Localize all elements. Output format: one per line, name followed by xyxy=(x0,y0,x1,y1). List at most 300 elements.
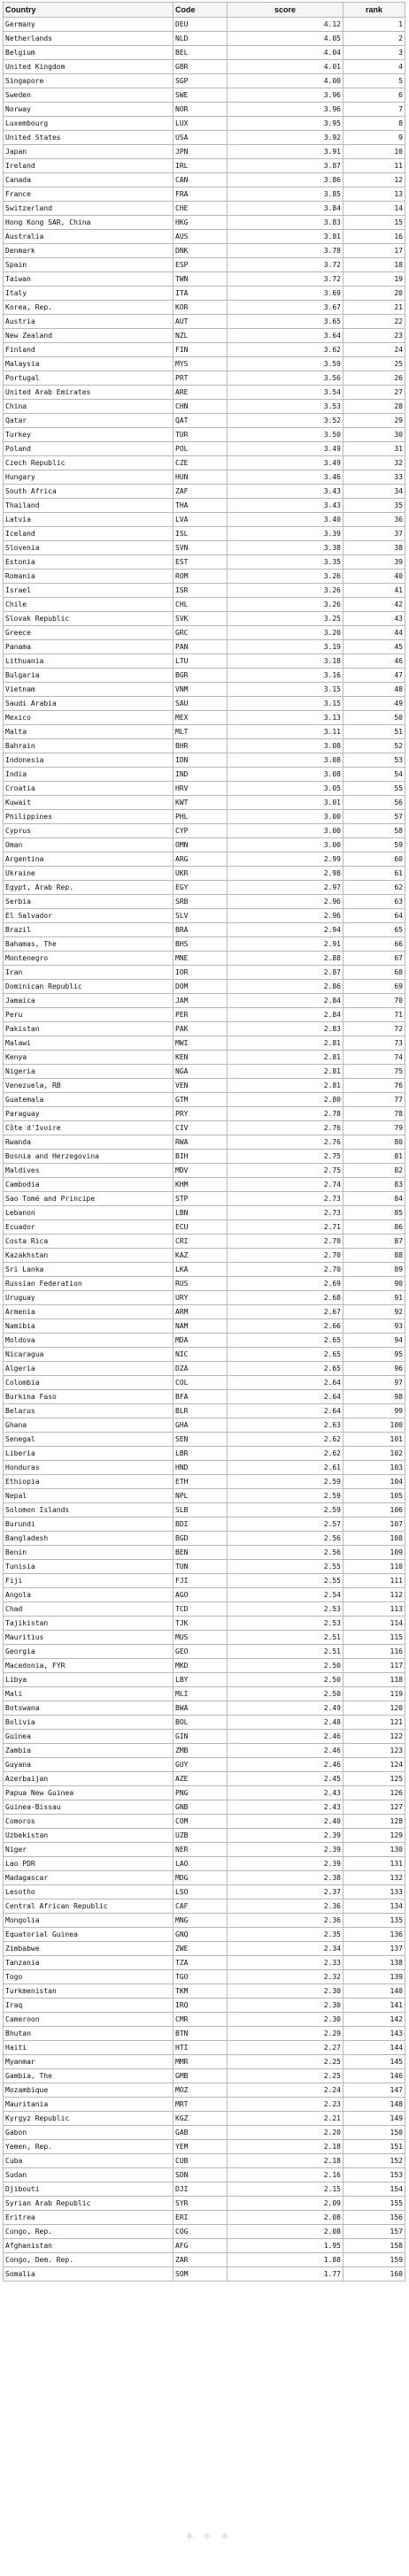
cell-code[interactable]: DZA xyxy=(174,1362,228,1375)
cell-country[interactable]: Nepal xyxy=(3,1489,174,1502)
cell-code[interactable]: THA xyxy=(174,499,228,512)
cell-score[interactable]: 2.81 xyxy=(228,1036,343,1050)
cell-rank[interactable]: 44 xyxy=(343,626,405,639)
cell-code[interactable]: MNG xyxy=(174,1914,228,1927)
cell-country[interactable]: Uruguay xyxy=(3,1291,174,1304)
cell-rank[interactable]: 33 xyxy=(343,470,405,484)
cell-code[interactable]: MUS xyxy=(174,1631,228,1644)
cell-rank[interactable]: 136 xyxy=(343,1928,405,1941)
cell-code[interactable]: SDN xyxy=(174,2168,228,2182)
cell-rank[interactable]: 59 xyxy=(343,838,405,852)
cell-code[interactable]: GIN xyxy=(174,1730,228,1743)
cell-code[interactable]: ISR xyxy=(174,584,228,597)
cell-country[interactable]: Rwanda xyxy=(3,1135,174,1149)
cell-code[interactable]: COM xyxy=(174,1815,228,1828)
cell-rank[interactable]: 129 xyxy=(343,1829,405,1842)
cell-score[interactable]: 3.08 xyxy=(228,768,343,781)
cell-rank[interactable]: 29 xyxy=(343,414,405,427)
cell-code[interactable]: HND xyxy=(174,1461,228,1474)
cell-rank[interactable]: 127 xyxy=(343,1800,405,1814)
cell-country[interactable]: Germany xyxy=(3,18,174,31)
cell-score[interactable]: 3.01 xyxy=(228,796,343,809)
cell-score[interactable]: 4.05 xyxy=(228,32,343,45)
cell-country[interactable]: Slovak Republic xyxy=(3,612,174,625)
cell-score[interactable]: 2.65 xyxy=(228,1348,343,1361)
cell-code[interactable]: OMN xyxy=(174,838,228,852)
cell-rank[interactable]: 64 xyxy=(343,909,405,922)
cell-score[interactable]: 2.56 xyxy=(228,1546,343,1559)
cell-score[interactable]: 2.55 xyxy=(228,1574,343,1587)
cell-rank[interactable]: 93 xyxy=(343,1319,405,1333)
cell-score[interactable]: 2.35 xyxy=(228,1928,343,1941)
cell-rank[interactable]: 52 xyxy=(343,739,405,753)
cell-score[interactable]: 2.38 xyxy=(228,1871,343,1884)
cell-score[interactable]: 3.86 xyxy=(228,173,343,187)
cell-code[interactable]: TCD xyxy=(174,1602,228,1616)
cell-score[interactable]: 3.87 xyxy=(228,159,343,172)
cell-score[interactable]: 2.51 xyxy=(228,1645,343,1658)
cell-rank[interactable]: 20 xyxy=(343,287,405,300)
cell-country[interactable]: Bosnia and Herzegovina xyxy=(3,1150,174,1163)
cell-country[interactable]: Canada xyxy=(3,173,174,187)
cell-rank[interactable]: 92 xyxy=(343,1305,405,1319)
cell-rank[interactable]: 82 xyxy=(343,1164,405,1177)
cell-score[interactable]: 3.35 xyxy=(228,555,343,569)
cell-code[interactable]: AZE xyxy=(174,1772,228,1785)
cell-code[interactable]: CAF xyxy=(174,1900,228,1913)
cell-code[interactable]: BLR xyxy=(174,1404,228,1418)
cell-score[interactable]: 2.25 xyxy=(228,2055,343,2068)
cell-score[interactable]: 2.62 xyxy=(228,1447,343,1460)
cell-score[interactable]: 2.23 xyxy=(228,2098,343,2111)
cell-rank[interactable]: 97 xyxy=(343,1376,405,1389)
cell-country[interactable]: Argentina xyxy=(3,852,174,866)
cell-code[interactable]: HKG xyxy=(174,216,228,229)
cell-country[interactable]: Austria xyxy=(3,315,174,328)
cell-score[interactable]: 2.73 xyxy=(228,1206,343,1219)
cell-rank[interactable]: 116 xyxy=(343,1645,405,1658)
cell-code[interactable]: SGP xyxy=(174,74,228,88)
cell-code[interactable]: MDV xyxy=(174,1164,228,1177)
cell-code[interactable]: SOM xyxy=(174,2267,228,2281)
cell-country[interactable]: Hungary xyxy=(3,470,174,484)
cell-country[interactable]: Hong Kong SAR, China xyxy=(3,216,174,229)
cell-score[interactable]: 2.55 xyxy=(228,1560,343,1573)
cell-rank[interactable]: 27 xyxy=(343,386,405,399)
cell-score[interactable]: 2.64 xyxy=(228,1390,343,1403)
cell-country[interactable]: China xyxy=(3,400,174,413)
cell-code[interactable]: EST xyxy=(174,555,228,569)
cell-score[interactable]: 2.08 xyxy=(228,2225,343,2238)
cell-rank[interactable]: 11 xyxy=(343,159,405,172)
cell-rank[interactable]: 121 xyxy=(343,1716,405,1729)
cell-rank[interactable]: 4 xyxy=(343,60,405,73)
cell-country[interactable]: United States xyxy=(3,131,174,144)
cell-code[interactable]: JAM xyxy=(174,994,228,1007)
cell-score[interactable]: 3.96 xyxy=(228,88,343,102)
cell-score[interactable]: 3.62 xyxy=(228,343,343,356)
cell-country[interactable]: Saudi Arabia xyxy=(3,697,174,710)
cell-code[interactable]: STP xyxy=(174,1192,228,1205)
cell-code[interactable]: NPL xyxy=(174,1489,228,1502)
cell-country[interactable]: Benin xyxy=(3,1546,174,1559)
cell-score[interactable]: 3.38 xyxy=(228,541,343,554)
cell-code[interactable]: AUT xyxy=(174,315,228,328)
cell-score[interactable]: 3.69 xyxy=(228,287,343,300)
cell-country[interactable]: Haiti xyxy=(3,2041,174,2054)
cell-score[interactable]: 2.30 xyxy=(228,1999,343,2012)
cell-country[interactable]: Latvia xyxy=(3,513,174,526)
cell-rank[interactable]: 128 xyxy=(343,1815,405,1828)
cell-country[interactable]: Somalia xyxy=(3,2267,174,2281)
cell-score[interactable]: 1.88 xyxy=(228,2253,343,2266)
cell-score[interactable]: 3.72 xyxy=(228,258,343,271)
cell-rank[interactable]: 55 xyxy=(343,782,405,795)
cell-score[interactable]: 3.54 xyxy=(228,386,343,399)
cell-country[interactable]: Lesotho xyxy=(3,1885,174,1899)
cell-code[interactable]: DEU xyxy=(174,18,228,31)
cell-code[interactable]: PHL xyxy=(174,810,228,823)
cell-score[interactable]: 3.84 xyxy=(228,202,343,215)
cell-code[interactable]: TWN xyxy=(174,272,228,286)
cell-score[interactable]: 2.56 xyxy=(228,1532,343,1545)
cell-rank[interactable]: 54 xyxy=(343,768,405,781)
cell-code[interactable]: MWI xyxy=(174,1036,228,1050)
cell-code[interactable]: ZAR xyxy=(174,2253,228,2266)
cell-country[interactable]: Tanzania xyxy=(3,1956,174,1969)
cell-country[interactable]: Serbia xyxy=(3,895,174,908)
cell-country[interactable]: Togo xyxy=(3,1970,174,1984)
cell-code[interactable]: ETH xyxy=(174,1475,228,1488)
cell-country[interactable]: India xyxy=(3,768,174,781)
cell-score[interactable]: 3.00 xyxy=(228,824,343,837)
cell-rank[interactable]: 90 xyxy=(343,1277,405,1290)
cell-score[interactable]: 2.73 xyxy=(228,1192,343,1205)
cell-code[interactable]: ZAF xyxy=(174,485,228,498)
cell-code[interactable]: YEM xyxy=(174,2140,228,2153)
cell-code[interactable]: LTU xyxy=(174,654,228,668)
cell-country[interactable]: Ireland xyxy=(3,159,174,172)
cell-rank[interactable]: 110 xyxy=(343,1560,405,1573)
cell-country[interactable]: Djibouti xyxy=(3,2182,174,2196)
cell-code[interactable]: CHL xyxy=(174,598,228,611)
cell-rank[interactable]: 81 xyxy=(343,1150,405,1163)
cell-code[interactable]: BDI xyxy=(174,1517,228,1531)
cell-rank[interactable]: 126 xyxy=(343,1786,405,1800)
cell-rank[interactable]: 74 xyxy=(343,1051,405,1064)
cell-score[interactable]: 2.59 xyxy=(228,1503,343,1517)
cell-rank[interactable]: 160 xyxy=(343,2267,405,2281)
cell-score[interactable]: 3.81 xyxy=(228,230,343,243)
cell-country[interactable]: Burkina Faso xyxy=(3,1390,174,1403)
cell-score[interactable]: 2.65 xyxy=(228,1362,343,1375)
cell-rank[interactable]: 100 xyxy=(343,1418,405,1432)
cell-code[interactable]: LUX xyxy=(174,117,228,130)
cell-country[interactable]: Australia xyxy=(3,230,174,243)
cell-country[interactable]: Qatar xyxy=(3,414,174,427)
cell-score[interactable]: 3.46 xyxy=(228,470,343,484)
cell-code[interactable]: GUY xyxy=(174,1758,228,1771)
cell-rank[interactable]: 145 xyxy=(343,2055,405,2068)
cell-code[interactable]: BTN xyxy=(174,2027,228,2040)
cell-country[interactable]: Thailand xyxy=(3,499,174,512)
cell-score[interactable]: 2.48 xyxy=(228,1716,343,1729)
cell-rank[interactable]: 37 xyxy=(343,527,405,540)
cell-rank[interactable]: 88 xyxy=(343,1249,405,1262)
cell-code[interactable]: TUR xyxy=(174,428,228,441)
cell-score[interactable]: 3.56 xyxy=(228,371,343,385)
cell-code[interactable]: TUN xyxy=(174,1560,228,1573)
cell-country[interactable]: Maldives xyxy=(3,1164,174,1177)
cell-code[interactable]: DJI xyxy=(174,2182,228,2196)
cell-rank[interactable]: 42 xyxy=(343,598,405,611)
cell-country[interactable]: Jamaica xyxy=(3,994,174,1007)
cell-rank[interactable]: 16 xyxy=(343,230,405,243)
cell-rank[interactable]: 79 xyxy=(343,1121,405,1135)
cell-score[interactable]: 2.84 xyxy=(228,1008,343,1021)
cell-rank[interactable]: 32 xyxy=(343,456,405,470)
cell-rank[interactable]: 24 xyxy=(343,343,405,356)
cell-rank[interactable]: 124 xyxy=(343,1758,405,1771)
cell-code[interactable]: TJK xyxy=(174,1617,228,1630)
cell-rank[interactable]: 105 xyxy=(343,1489,405,1502)
cell-rank[interactable]: 66 xyxy=(343,937,405,951)
cell-code[interactable]: TZA xyxy=(174,1956,228,1969)
cell-country[interactable]: Iraq xyxy=(3,1999,174,2012)
cell-rank[interactable]: 7 xyxy=(343,103,405,116)
cell-score[interactable]: 2.67 xyxy=(228,1305,343,1319)
cell-country[interactable]: Netherlands xyxy=(3,32,174,45)
cell-country[interactable]: Indonesia xyxy=(3,753,174,767)
cell-rank[interactable]: 23 xyxy=(343,329,405,342)
cell-country[interactable]: Belgium xyxy=(3,46,174,59)
cell-rank[interactable]: 86 xyxy=(343,1220,405,1234)
cell-country[interactable]: Colombia xyxy=(3,1376,174,1389)
cell-country[interactable]: Papua New Guinea xyxy=(3,1786,174,1800)
cell-country[interactable]: Congo, Rep. xyxy=(3,2225,174,2238)
cell-rank[interactable]: 94 xyxy=(343,1334,405,1347)
cell-score[interactable]: 3.49 xyxy=(228,442,343,455)
cell-country[interactable]: El Salvador xyxy=(3,909,174,922)
cell-rank[interactable]: 76 xyxy=(343,1079,405,1092)
cell-score[interactable]: 2.83 xyxy=(228,1022,343,1036)
cell-score[interactable]: 3.96 xyxy=(228,103,343,116)
cell-code[interactable]: GTM xyxy=(174,1093,228,1106)
cell-rank[interactable]: 141 xyxy=(343,1999,405,2012)
cell-code[interactable]: GEO xyxy=(174,1645,228,1658)
cell-score[interactable]: 2.87 xyxy=(228,966,343,979)
cell-score[interactable]: 1.95 xyxy=(228,2239,343,2252)
cell-code[interactable]: BHS xyxy=(174,937,228,951)
cell-country[interactable]: Chad xyxy=(3,1602,174,1616)
cell-rank[interactable]: 91 xyxy=(343,1291,405,1304)
cell-rank[interactable]: 31 xyxy=(343,442,405,455)
cell-score[interactable]: 2.15 xyxy=(228,2182,343,2196)
cell-score[interactable]: 3.08 xyxy=(228,739,343,753)
cell-country[interactable]: Armenia xyxy=(3,1305,174,1319)
cell-country[interactable]: Lebanon xyxy=(3,1206,174,1219)
cell-country[interactable]: Egypt, Arab Rep. xyxy=(3,881,174,894)
cell-code[interactable]: FJI xyxy=(174,1574,228,1587)
cell-country[interactable]: Czech Republic xyxy=(3,456,174,470)
cell-score[interactable]: 3.26 xyxy=(228,584,343,597)
cell-code[interactable]: JPN xyxy=(174,145,228,158)
cell-score[interactable]: 2.75 xyxy=(228,1164,343,1177)
cell-score[interactable]: 2.50 xyxy=(228,1687,343,1701)
cell-country[interactable]: Equatorial Guinea xyxy=(3,1928,174,1941)
cell-country[interactable]: Kenya xyxy=(3,1051,174,1064)
cell-score[interactable]: 3.18 xyxy=(228,654,343,668)
cell-rank[interactable]: 101 xyxy=(343,1433,405,1446)
cell-country[interactable]: Guinea xyxy=(3,1730,174,1743)
cell-score[interactable]: 2.36 xyxy=(228,1900,343,1913)
cell-rank[interactable]: 10 xyxy=(343,145,405,158)
cell-country[interactable]: Pakistan xyxy=(3,1022,174,1036)
cell-score[interactable]: 2.61 xyxy=(228,1461,343,1474)
cell-rank[interactable]: 135 xyxy=(343,1914,405,1927)
cell-rank[interactable]: 125 xyxy=(343,1772,405,1785)
cell-score[interactable]: 2.94 xyxy=(228,923,343,936)
cell-rank[interactable]: 60 xyxy=(343,852,405,866)
cell-code[interactable]: MKD xyxy=(174,1659,228,1672)
cell-code[interactable]: CZE xyxy=(174,456,228,470)
cell-code[interactable]: BWA xyxy=(174,1701,228,1715)
cell-code[interactable]: ROM xyxy=(174,569,228,583)
cell-country[interactable]: Spain xyxy=(3,258,174,271)
cell-rank[interactable]: 146 xyxy=(343,2069,405,2083)
cell-score[interactable]: 3.49 xyxy=(228,456,343,470)
cell-code[interactable]: NOR xyxy=(174,103,228,116)
cell-rank[interactable]: 85 xyxy=(343,1206,405,1219)
cell-score[interactable]: 2.30 xyxy=(228,2013,343,2026)
cell-score[interactable]: 3.25 xyxy=(228,612,343,625)
cell-score[interactable]: 2.59 xyxy=(228,1475,343,1488)
cell-score[interactable]: 2.46 xyxy=(228,1744,343,1757)
cell-rank[interactable]: 155 xyxy=(343,2197,405,2210)
cell-rank[interactable]: 17 xyxy=(343,244,405,257)
cell-rank[interactable]: 108 xyxy=(343,1532,405,1545)
cell-code[interactable]: AFG xyxy=(174,2239,228,2252)
cell-score[interactable]: 2.53 xyxy=(228,1617,343,1630)
cell-score[interactable]: 2.18 xyxy=(228,2154,343,2167)
cell-rank[interactable]: 114 xyxy=(343,1617,405,1630)
cell-rank[interactable]: 123 xyxy=(343,1744,405,1757)
cell-country[interactable]: Chile xyxy=(3,598,174,611)
cell-country[interactable]: Georgia xyxy=(3,1645,174,1658)
cell-rank[interactable]: 41 xyxy=(343,584,405,597)
cell-rank[interactable]: 130 xyxy=(343,1843,405,1856)
cell-code[interactable]: GBR xyxy=(174,60,228,73)
cell-country[interactable]: Romania xyxy=(3,569,174,583)
cell-code[interactable]: LVA xyxy=(174,513,228,526)
cell-country[interactable]: Peru xyxy=(3,1008,174,1021)
cell-code[interactable]: KOR xyxy=(174,301,228,314)
cell-code[interactable]: KEN xyxy=(174,1051,228,1064)
cell-country[interactable]: Venezuela, RB xyxy=(3,1079,174,1092)
cell-rank[interactable]: 119 xyxy=(343,1687,405,1701)
cell-country[interactable]: Finland xyxy=(3,343,174,356)
cell-score[interactable]: 2.34 xyxy=(228,1942,343,1955)
cell-score[interactable]: 3.43 xyxy=(228,485,343,498)
cell-code[interactable]: PRY xyxy=(174,1107,228,1120)
cell-code[interactable]: SLV xyxy=(174,909,228,922)
cell-country[interactable]: Namibia xyxy=(3,1319,174,1333)
cell-rank[interactable]: 13 xyxy=(343,187,405,201)
cell-score[interactable]: 3.15 xyxy=(228,683,343,696)
cell-code[interactable]: IRL xyxy=(174,159,228,172)
cell-code[interactable]: SEN xyxy=(174,1433,228,1446)
cell-rank[interactable]: 113 xyxy=(343,1602,405,1616)
cell-code[interactable]: CAN xyxy=(174,173,228,187)
cell-country[interactable]: Algeria xyxy=(3,1362,174,1375)
cell-score[interactable]: 2.54 xyxy=(228,1588,343,1601)
cell-country[interactable]: Bangladesh xyxy=(3,1532,174,1545)
cell-rank[interactable]: 45 xyxy=(343,640,405,654)
cell-rank[interactable]: 140 xyxy=(343,1984,405,1998)
cell-code[interactable]: PER xyxy=(174,1008,228,1021)
cell-rank[interactable]: 83 xyxy=(343,1178,405,1191)
cell-rank[interactable]: 14 xyxy=(343,202,405,215)
cell-code[interactable]: DNK xyxy=(174,244,228,257)
cell-code[interactable]: ISL xyxy=(174,527,228,540)
cell-country[interactable]: Burundi xyxy=(3,1517,174,1531)
cell-country[interactable]: Sweden xyxy=(3,88,174,102)
cell-country[interactable]: Myanmar xyxy=(3,2055,174,2068)
cell-country[interactable]: Guyana xyxy=(3,1758,174,1771)
cell-score[interactable]: 3.26 xyxy=(228,569,343,583)
cell-score[interactable]: 2.32 xyxy=(228,1970,343,1984)
cell-score[interactable]: 3.08 xyxy=(228,753,343,767)
cell-country[interactable]: Russian Federation xyxy=(3,1277,174,1290)
cell-code[interactable]: TKM xyxy=(174,1984,228,1998)
cell-code[interactable]: COL xyxy=(174,1376,228,1389)
cell-rank[interactable]: 67 xyxy=(343,952,405,965)
cell-country[interactable]: Azerbaijan xyxy=(3,1772,174,1785)
cell-score[interactable]: 3.39 xyxy=(228,527,343,540)
cell-country[interactable]: Vietnam xyxy=(3,683,174,696)
cell-code[interactable]: SVN xyxy=(174,541,228,554)
cell-score[interactable]: 2.25 xyxy=(228,2069,343,2083)
cell-score[interactable]: 3.65 xyxy=(228,315,343,328)
cell-code[interactable]: CIV xyxy=(174,1121,228,1135)
cell-code[interactable]: FRA xyxy=(174,187,228,201)
cell-rank[interactable]: 153 xyxy=(343,2168,405,2182)
cell-rank[interactable]: 30 xyxy=(343,428,405,441)
cell-score[interactable]: 2.39 xyxy=(228,1857,343,1870)
cell-code[interactable]: USA xyxy=(174,131,228,144)
cell-country[interactable]: New Zealand xyxy=(3,329,174,342)
cell-rank[interactable]: 2 xyxy=(343,32,405,45)
cell-score[interactable]: 3.20 xyxy=(228,626,343,639)
cell-code[interactable]: COG xyxy=(174,2225,228,2238)
cell-code[interactable]: MDA xyxy=(174,1334,228,1347)
cell-code[interactable]: ZMB xyxy=(174,1744,228,1757)
cell-score[interactable]: 2.81 xyxy=(228,1065,343,1078)
cell-code[interactable]: HUN xyxy=(174,470,228,484)
cell-rank[interactable]: 26 xyxy=(343,371,405,385)
cell-country[interactable]: Guinea-Bissau xyxy=(3,1800,174,1814)
cell-code[interactable]: CHN xyxy=(174,400,228,413)
cell-score[interactable]: 2.70 xyxy=(228,1234,343,1248)
cell-country[interactable]: Niger xyxy=(3,1843,174,1856)
cell-code[interactable]: RWA xyxy=(174,1135,228,1149)
cell-score[interactable]: 3.95 xyxy=(228,117,343,130)
cell-rank[interactable]: 75 xyxy=(343,1065,405,1078)
cell-country[interactable]: Italy xyxy=(3,287,174,300)
cell-country[interactable]: Mozambique xyxy=(3,2083,174,2097)
cell-rank[interactable]: 115 xyxy=(343,1631,405,1644)
cell-score[interactable]: 3.92 xyxy=(228,131,343,144)
